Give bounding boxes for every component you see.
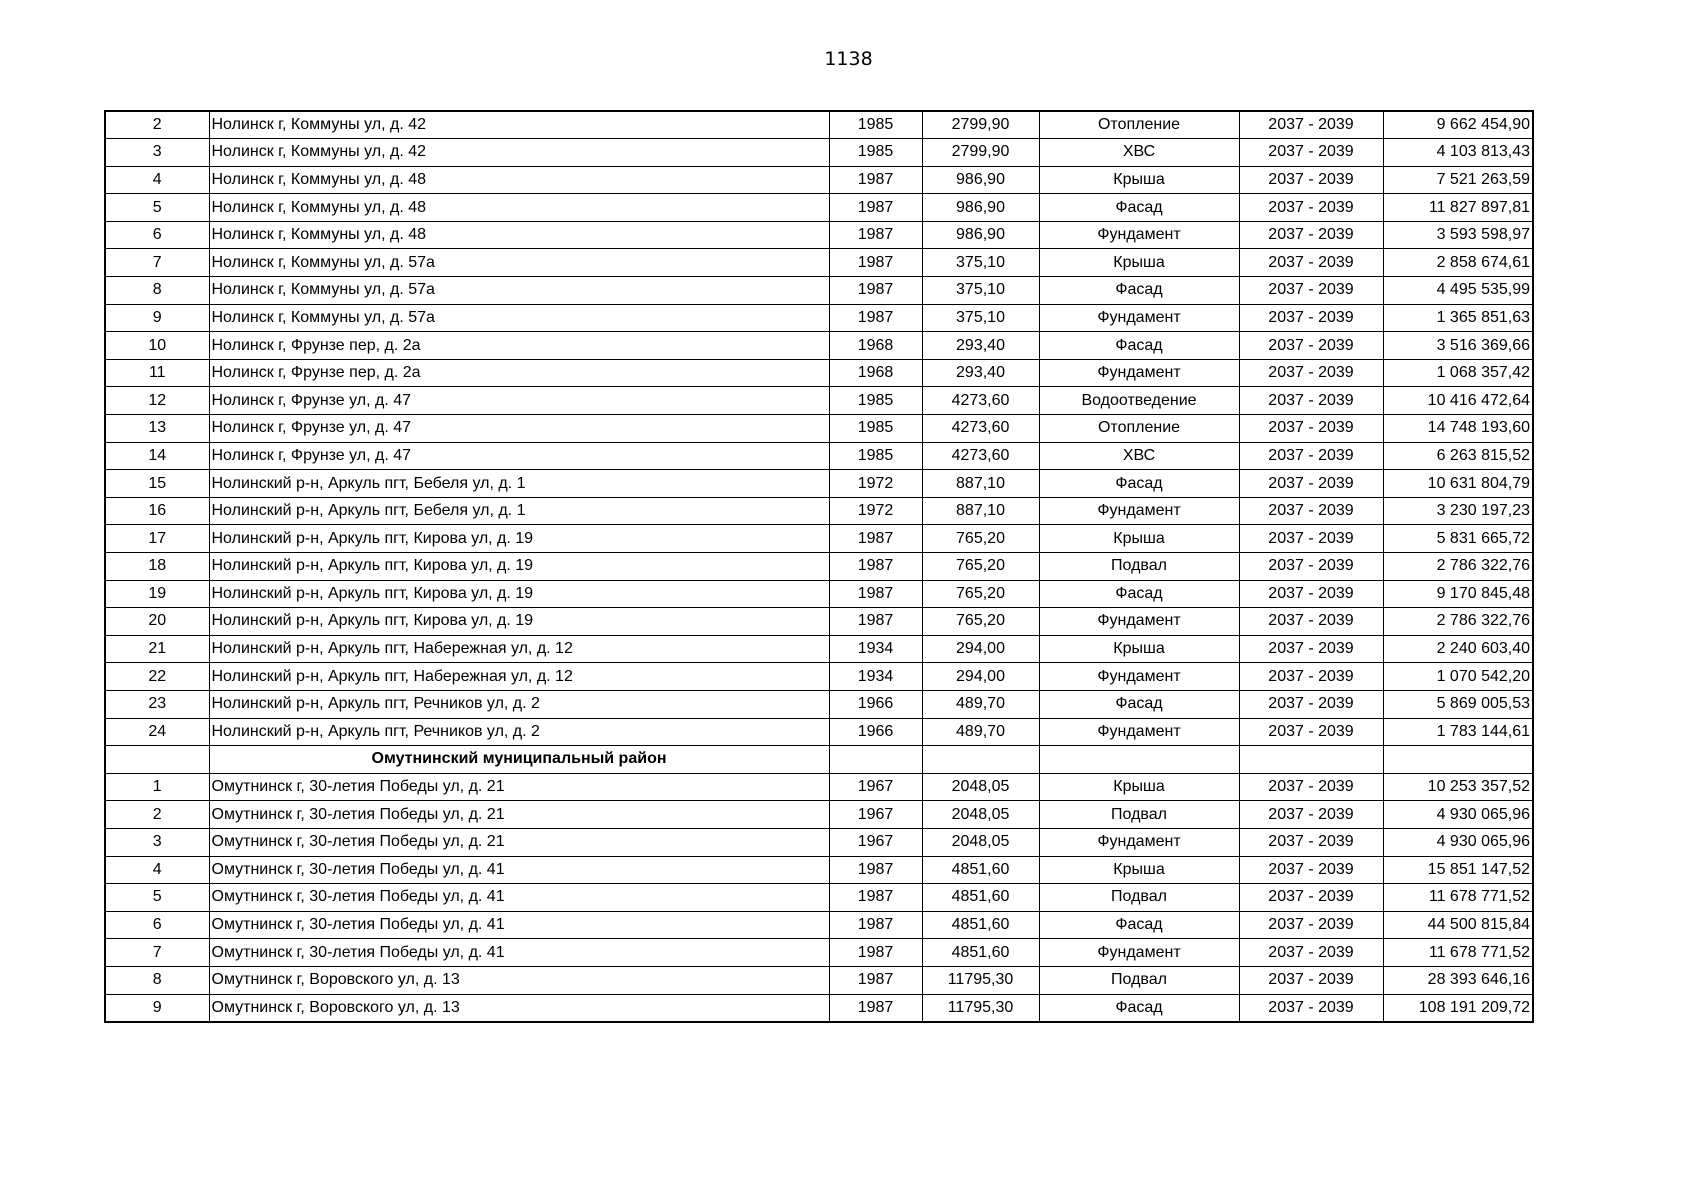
cell-address: Нолинск г, Коммуны ул, д. 57а bbox=[209, 304, 829, 332]
cell-area: 4851,60 bbox=[922, 939, 1039, 967]
cell-address: Омутнинск г, 30-летия Победы ул, д. 41 bbox=[209, 856, 829, 884]
cell-cost: 108 191 209,72 bbox=[1383, 994, 1533, 1022]
cell-year: 1985 bbox=[829, 387, 922, 415]
capital-repair-table bbox=[104, 110, 1534, 1023]
cell-address: Нолинский р-н, Аркуль пгт, Кирова ул, д. 19 bbox=[209, 553, 829, 581]
cell-address: Нолинск г, Коммуны ул, д. 42 bbox=[209, 111, 829, 139]
cell-cost: 5 831 665,72 bbox=[1383, 525, 1533, 553]
cell-year: 1987 bbox=[829, 194, 922, 222]
cell-period: 2037 - 2039 bbox=[1239, 470, 1383, 498]
empty-cell bbox=[922, 746, 1039, 774]
cell-cost: 4 930 065,96 bbox=[1383, 801, 1533, 829]
cell-cost: 7 521 263,59 bbox=[1383, 166, 1533, 194]
cell-number: 4 bbox=[105, 166, 209, 194]
table-row bbox=[105, 139, 1533, 167]
cell-year: 1985 bbox=[829, 415, 922, 443]
cell-period: 2037 - 2039 bbox=[1239, 304, 1383, 332]
cell-number: 21 bbox=[105, 635, 209, 663]
cell-area: 294,00 bbox=[922, 635, 1039, 663]
cell-period: 2037 - 2039 bbox=[1239, 442, 1383, 470]
cell-address: Нолинск г, Фрунзе ул, д. 47 bbox=[209, 442, 829, 470]
cell-cost: 5 869 005,53 bbox=[1383, 690, 1533, 718]
table-row bbox=[105, 663, 1533, 691]
cell-number: 1 bbox=[105, 773, 209, 801]
cell-cost: 28 393 646,16 bbox=[1383, 966, 1533, 994]
cell-address: Нолинск г, Коммуны ул, д. 42 bbox=[209, 139, 829, 167]
table-row bbox=[105, 387, 1533, 415]
table-row bbox=[105, 442, 1533, 470]
cell-cost: 11 678 771,52 bbox=[1383, 939, 1533, 967]
cell-address: Нолинский р-н, Аркуль пгт, Кирова ул, д. 19 bbox=[209, 580, 829, 608]
cell-address: Нолинск г, Коммуны ул, д. 48 bbox=[209, 221, 829, 249]
cell-period: 2037 - 2039 bbox=[1239, 828, 1383, 856]
table-row bbox=[105, 359, 1533, 387]
cell-cost: 1 068 357,42 bbox=[1383, 359, 1533, 387]
cell-work-type: Крыша bbox=[1039, 249, 1239, 277]
cell-period: 2037 - 2039 bbox=[1239, 580, 1383, 608]
cell-period: 2037 - 2039 bbox=[1239, 801, 1383, 829]
cell-cost: 1 783 144,61 bbox=[1383, 718, 1533, 746]
cell-work-type: Фасад bbox=[1039, 994, 1239, 1022]
cell-period: 2037 - 2039 bbox=[1239, 111, 1383, 139]
empty-cell bbox=[829, 746, 922, 774]
cell-year: 1987 bbox=[829, 884, 922, 912]
cell-work-type: Водоотведение bbox=[1039, 387, 1239, 415]
table-row bbox=[105, 332, 1533, 360]
cell-area: 4851,60 bbox=[922, 884, 1039, 912]
cell-work-type: Фундамент bbox=[1039, 608, 1239, 636]
cell-period: 2037 - 2039 bbox=[1239, 966, 1383, 994]
cell-number: 15 bbox=[105, 470, 209, 498]
cell-period: 2037 - 2039 bbox=[1239, 690, 1383, 718]
cell-area: 887,10 bbox=[922, 470, 1039, 498]
cell-address: Омутнинск г, 30-летия Победы ул, д. 21 bbox=[209, 801, 829, 829]
cell-area: 293,40 bbox=[922, 332, 1039, 360]
cell-address: Нолинский р-н, Аркуль пгт, Кирова ул, д. 19 bbox=[209, 608, 829, 636]
cell-work-type: Фундамент bbox=[1039, 304, 1239, 332]
table-row bbox=[105, 580, 1533, 608]
cell-number: 8 bbox=[105, 277, 209, 305]
table-row bbox=[105, 470, 1533, 498]
table-row bbox=[105, 939, 1533, 967]
cell-year: 1972 bbox=[829, 470, 922, 498]
cell-work-type: Крыша bbox=[1039, 773, 1239, 801]
cell-work-type: Фундамент bbox=[1039, 359, 1239, 387]
cell-cost: 2 858 674,61 bbox=[1383, 249, 1533, 277]
cell-work-type: Фундамент bbox=[1039, 939, 1239, 967]
table-row bbox=[105, 856, 1533, 884]
cell-period: 2037 - 2039 bbox=[1239, 911, 1383, 939]
cell-area: 294,00 bbox=[922, 663, 1039, 691]
cell-area: 4273,60 bbox=[922, 387, 1039, 415]
cell-address: Омутнинск г, Воровского ул, д. 13 bbox=[209, 966, 829, 994]
cell-cost: 15 851 147,52 bbox=[1383, 856, 1533, 884]
empty-cell bbox=[105, 746, 209, 774]
table-row bbox=[105, 911, 1533, 939]
table-body bbox=[105, 111, 1533, 1022]
cell-period: 2037 - 2039 bbox=[1239, 663, 1383, 691]
cell-work-type: Подвал bbox=[1039, 553, 1239, 581]
table-row bbox=[105, 828, 1533, 856]
cell-work-type: Фундамент bbox=[1039, 221, 1239, 249]
cell-area: 489,70 bbox=[922, 690, 1039, 718]
cell-cost: 1 070 542,20 bbox=[1383, 663, 1533, 691]
cell-area: 4273,60 bbox=[922, 415, 1039, 443]
cell-year: 1967 bbox=[829, 801, 922, 829]
cell-year: 1987 bbox=[829, 221, 922, 249]
cell-cost: 14 748 193,60 bbox=[1383, 415, 1533, 443]
section-title: Омутнинский муниципальный район bbox=[209, 746, 829, 774]
cell-address: Нолинск г, Коммуны ул, д. 57а bbox=[209, 277, 829, 305]
cell-address: Омутнинск г, 30-летия Победы ул, д. 41 bbox=[209, 911, 829, 939]
cell-area: 489,70 bbox=[922, 718, 1039, 746]
cell-number: 3 bbox=[105, 828, 209, 856]
cell-year: 1987 bbox=[829, 608, 922, 636]
cell-period: 2037 - 2039 bbox=[1239, 387, 1383, 415]
page-number: 1138 bbox=[824, 48, 873, 70]
table-row bbox=[105, 166, 1533, 194]
empty-cell bbox=[1383, 746, 1533, 774]
cell-cost: 2 786 322,76 bbox=[1383, 608, 1533, 636]
cell-cost: 44 500 815,84 bbox=[1383, 911, 1533, 939]
cell-cost: 10 253 357,52 bbox=[1383, 773, 1533, 801]
cell-address: Нолинский р-н, Аркуль пгт, Речников ул, д. 2 bbox=[209, 690, 829, 718]
cell-address: Нолинский р-н, Аркуль пгт, Набережная ул, д. 12 bbox=[209, 635, 829, 663]
cell-work-type: Фасад bbox=[1039, 911, 1239, 939]
cell-address: Нолинский р-н, Аркуль пгт, Набережная ул, д. 12 bbox=[209, 663, 829, 691]
cell-number: 22 bbox=[105, 663, 209, 691]
cell-area: 2799,90 bbox=[922, 139, 1039, 167]
cell-work-type: Фундамент bbox=[1039, 718, 1239, 746]
cell-year: 1934 bbox=[829, 663, 922, 691]
cell-work-type: Фундамент bbox=[1039, 663, 1239, 691]
table-row bbox=[105, 194, 1533, 222]
cell-work-type: Фасад bbox=[1039, 580, 1239, 608]
cell-work-type: Крыша bbox=[1039, 635, 1239, 663]
cell-number: 12 bbox=[105, 387, 209, 415]
cell-number: 2 bbox=[105, 111, 209, 139]
cell-period: 2037 - 2039 bbox=[1239, 884, 1383, 912]
cell-work-type: Крыша bbox=[1039, 166, 1239, 194]
cell-number: 2 bbox=[105, 801, 209, 829]
cell-work-type: Отопление bbox=[1039, 111, 1239, 139]
cell-cost: 2 240 603,40 bbox=[1383, 635, 1533, 663]
cell-period: 2037 - 2039 bbox=[1239, 221, 1383, 249]
cell-area: 887,10 bbox=[922, 497, 1039, 525]
cell-address: Нолинский р-н, Аркуль пгт, Бебеля ул, д. 1 bbox=[209, 470, 829, 498]
cell-number: 16 bbox=[105, 497, 209, 525]
table-row bbox=[105, 249, 1533, 277]
cell-period: 2037 - 2039 bbox=[1239, 139, 1383, 167]
cell-year: 1967 bbox=[829, 828, 922, 856]
cell-year: 1987 bbox=[829, 553, 922, 581]
cell-area: 765,20 bbox=[922, 608, 1039, 636]
cell-period: 2037 - 2039 bbox=[1239, 415, 1383, 443]
cell-year: 1972 bbox=[829, 497, 922, 525]
cell-year: 1987 bbox=[829, 525, 922, 553]
cell-year: 1934 bbox=[829, 635, 922, 663]
cell-address: Омутнинск г, 30-летия Победы ул, д. 21 bbox=[209, 828, 829, 856]
cell-year: 1987 bbox=[829, 994, 922, 1022]
cell-number: 8 bbox=[105, 966, 209, 994]
cell-work-type: Крыша bbox=[1039, 525, 1239, 553]
cell-cost: 11 827 897,81 bbox=[1383, 194, 1533, 222]
table-row bbox=[105, 690, 1533, 718]
cell-address: Омутнинск г, 30-летия Победы ул, д. 41 bbox=[209, 939, 829, 967]
cell-address: Омутнинск г, Воровского ул, д. 13 bbox=[209, 994, 829, 1022]
table-row bbox=[105, 966, 1533, 994]
table-row bbox=[105, 525, 1533, 553]
cell-address: Нолинск г, Фрунзе пер, д. 2а bbox=[209, 332, 829, 360]
cell-year: 1987 bbox=[829, 166, 922, 194]
cell-number: 23 bbox=[105, 690, 209, 718]
cell-number: 9 bbox=[105, 994, 209, 1022]
cell-cost: 4 495 535,99 bbox=[1383, 277, 1533, 305]
cell-number: 6 bbox=[105, 911, 209, 939]
cell-number: 18 bbox=[105, 553, 209, 581]
cell-year: 1967 bbox=[829, 773, 922, 801]
cell-address: Омутнинск г, 30-летия Победы ул, д. 41 bbox=[209, 884, 829, 912]
cell-period: 2037 - 2039 bbox=[1239, 635, 1383, 663]
cell-cost: 9 170 845,48 bbox=[1383, 580, 1533, 608]
cell-period: 2037 - 2039 bbox=[1239, 359, 1383, 387]
cell-period: 2037 - 2039 bbox=[1239, 277, 1383, 305]
cell-cost: 6 263 815,52 bbox=[1383, 442, 1533, 470]
cell-area: 4851,60 bbox=[922, 911, 1039, 939]
cell-period: 2037 - 2039 bbox=[1239, 194, 1383, 222]
cell-address: Омутнинск г, 30-летия Победы ул, д. 21 bbox=[209, 773, 829, 801]
cell-work-type: ХВС bbox=[1039, 139, 1239, 167]
cell-work-type: Фасад bbox=[1039, 470, 1239, 498]
cell-year: 1985 bbox=[829, 139, 922, 167]
cell-number: 5 bbox=[105, 884, 209, 912]
table-row bbox=[105, 304, 1533, 332]
table-row bbox=[105, 553, 1533, 581]
table-row bbox=[105, 608, 1533, 636]
cell-cost: 10 631 804,79 bbox=[1383, 470, 1533, 498]
cell-period: 2037 - 2039 bbox=[1239, 332, 1383, 360]
cell-area: 765,20 bbox=[922, 580, 1039, 608]
table-row bbox=[105, 277, 1533, 305]
table-row bbox=[105, 773, 1533, 801]
cell-address: Нолинск г, Коммуны ул, д. 57а bbox=[209, 249, 829, 277]
cell-period: 2037 - 2039 bbox=[1239, 525, 1383, 553]
cell-area: 2048,05 bbox=[922, 828, 1039, 856]
cell-cost: 3 230 197,23 bbox=[1383, 497, 1533, 525]
table-row bbox=[105, 221, 1533, 249]
cell-year: 1987 bbox=[829, 911, 922, 939]
cell-work-type: Фасад bbox=[1039, 277, 1239, 305]
cell-area: 986,90 bbox=[922, 221, 1039, 249]
cell-number: 14 bbox=[105, 442, 209, 470]
cell-period: 2037 - 2039 bbox=[1239, 553, 1383, 581]
cell-area: 11795,30 bbox=[922, 966, 1039, 994]
cell-year: 1987 bbox=[829, 249, 922, 277]
cell-area: 2048,05 bbox=[922, 773, 1039, 801]
cell-period: 2037 - 2039 bbox=[1239, 166, 1383, 194]
cell-year: 1987 bbox=[829, 939, 922, 967]
cell-area: 765,20 bbox=[922, 553, 1039, 581]
cell-number: 19 bbox=[105, 580, 209, 608]
cell-address: Нолинский р-н, Аркуль пгт, Речников ул, д. 2 bbox=[209, 718, 829, 746]
cell-number: 3 bbox=[105, 139, 209, 167]
cell-period: 2037 - 2039 bbox=[1239, 773, 1383, 801]
cell-number: 6 bbox=[105, 221, 209, 249]
cell-cost: 2 786 322,76 bbox=[1383, 553, 1533, 581]
cell-work-type: Фасад bbox=[1039, 194, 1239, 222]
cell-period: 2037 - 2039 bbox=[1239, 994, 1383, 1022]
table-row bbox=[105, 884, 1533, 912]
cell-cost: 1 365 851,63 bbox=[1383, 304, 1533, 332]
cell-period: 2037 - 2039 bbox=[1239, 249, 1383, 277]
table-row bbox=[105, 111, 1533, 139]
cell-area: 765,20 bbox=[922, 525, 1039, 553]
cell-work-type: Фундамент bbox=[1039, 828, 1239, 856]
cell-period: 2037 - 2039 bbox=[1239, 856, 1383, 884]
cell-cost: 11 678 771,52 bbox=[1383, 884, 1533, 912]
cell-cost: 3 516 369,66 bbox=[1383, 332, 1533, 360]
cell-work-type: Подвал bbox=[1039, 884, 1239, 912]
cell-work-type: ХВС bbox=[1039, 442, 1239, 470]
table-row bbox=[105, 801, 1533, 829]
cell-cost: 4 103 813,43 bbox=[1383, 139, 1533, 167]
cell-address: Нолинский р-н, Аркуль пгт, Кирова ул, д. 19 bbox=[209, 525, 829, 553]
cell-number: 4 bbox=[105, 856, 209, 884]
cell-year: 1968 bbox=[829, 359, 922, 387]
cell-number: 7 bbox=[105, 249, 209, 277]
cell-area: 986,90 bbox=[922, 166, 1039, 194]
cell-cost: 10 416 472,64 bbox=[1383, 387, 1533, 415]
cell-address: Нолинский р-н, Аркуль пгт, Бебеля ул, д. 1 bbox=[209, 497, 829, 525]
cell-cost: 3 593 598,97 bbox=[1383, 221, 1533, 249]
cell-year: 1966 bbox=[829, 690, 922, 718]
cell-number: 5 bbox=[105, 194, 209, 222]
cell-address: Нолинск г, Коммуны ул, д. 48 bbox=[209, 194, 829, 222]
cell-work-type: Крыша bbox=[1039, 856, 1239, 884]
cell-work-type: Подвал bbox=[1039, 801, 1239, 829]
cell-work-type: Отопление bbox=[1039, 415, 1239, 443]
cell-number: 20 bbox=[105, 608, 209, 636]
cell-number: 9 bbox=[105, 304, 209, 332]
cell-area: 375,10 bbox=[922, 277, 1039, 305]
cell-number: 13 bbox=[105, 415, 209, 443]
cell-period: 2037 - 2039 bbox=[1239, 497, 1383, 525]
cell-work-type: Фасад bbox=[1039, 690, 1239, 718]
table-row bbox=[105, 497, 1533, 525]
cell-cost: 4 930 065,96 bbox=[1383, 828, 1533, 856]
cell-address: Нолинск г, Фрунзе ул, д. 47 bbox=[209, 415, 829, 443]
cell-number: 7 bbox=[105, 939, 209, 967]
cell-cost: 9 662 454,90 bbox=[1383, 111, 1533, 139]
cell-area: 4851,60 bbox=[922, 856, 1039, 884]
cell-year: 1987 bbox=[829, 966, 922, 994]
cell-year: 1987 bbox=[829, 304, 922, 332]
cell-year: 1987 bbox=[829, 856, 922, 884]
table-row bbox=[105, 415, 1533, 443]
cell-area: 293,40 bbox=[922, 359, 1039, 387]
table-row bbox=[105, 994, 1533, 1022]
cell-area: 986,90 bbox=[922, 194, 1039, 222]
cell-area: 2048,05 bbox=[922, 801, 1039, 829]
cell-area: 375,10 bbox=[922, 249, 1039, 277]
cell-area: 4273,60 bbox=[922, 442, 1039, 470]
cell-period: 2037 - 2039 bbox=[1239, 939, 1383, 967]
cell-area: 11795,30 bbox=[922, 994, 1039, 1022]
cell-area: 2799,90 bbox=[922, 111, 1039, 139]
cell-period: 2037 - 2039 bbox=[1239, 608, 1383, 636]
cell-work-type: Фундамент bbox=[1039, 497, 1239, 525]
cell-year: 1987 bbox=[829, 580, 922, 608]
cell-number: 11 bbox=[105, 359, 209, 387]
empty-cell bbox=[1239, 746, 1383, 774]
cell-work-type: Фасад bbox=[1039, 332, 1239, 360]
cell-address: Нолинск г, Коммуны ул, д. 48 bbox=[209, 166, 829, 194]
cell-year: 1985 bbox=[829, 111, 922, 139]
empty-cell bbox=[1039, 746, 1239, 774]
cell-year: 1966 bbox=[829, 718, 922, 746]
cell-area: 375,10 bbox=[922, 304, 1039, 332]
cell-number: 10 bbox=[105, 332, 209, 360]
cell-year: 1987 bbox=[829, 277, 922, 305]
cell-period: 2037 - 2039 bbox=[1239, 718, 1383, 746]
cell-number: 24 bbox=[105, 718, 209, 746]
table-row bbox=[105, 635, 1533, 663]
cell-work-type: Подвал bbox=[1039, 966, 1239, 994]
cell-address: Нолинск г, Фрунзе ул, д. 47 bbox=[209, 387, 829, 415]
cell-number: 17 bbox=[105, 525, 209, 553]
cell-year: 1968 bbox=[829, 332, 922, 360]
table-row bbox=[105, 718, 1533, 746]
section-row bbox=[105, 746, 1533, 774]
cell-address: Нолинск г, Фрунзе пер, д. 2а bbox=[209, 359, 829, 387]
cell-year: 1985 bbox=[829, 442, 922, 470]
